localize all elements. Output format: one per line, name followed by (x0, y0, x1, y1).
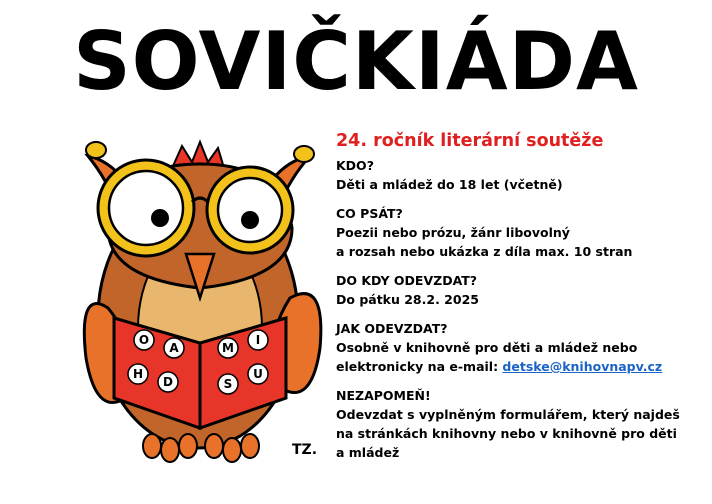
book-letter: A (169, 341, 179, 355)
section-text: Děti a mládež do 18 let (včetně) (336, 177, 563, 192)
section-how (336, 319, 706, 376)
headline: 24. ročník literární soutěže (336, 131, 604, 151)
section-label: DO KDY ODEVZDAT? (336, 273, 478, 288)
contact-prefix: elektronicky na e-mail: (336, 359, 503, 374)
contest-info (336, 128, 706, 472)
owl-illustration (78, 128, 328, 468)
book-letter: O (138, 333, 150, 347)
section-text: a mládež (336, 445, 400, 460)
section-who (336, 156, 706, 194)
book-letter: M (222, 341, 234, 355)
section-deadline (336, 271, 706, 309)
section-label: NEZAPOMEŇ! (336, 388, 431, 403)
section-text: a rozsah nebo ukázka z díla max. 10 stran (336, 244, 633, 259)
contact-line (336, 357, 706, 376)
artist-signature: TZ. (292, 442, 318, 458)
book-letter: U (253, 367, 263, 381)
section-reminder (336, 386, 706, 462)
section-text: na stránkách knihovny nebo v knihovně pro děti (336, 426, 677, 441)
book-letter: I (255, 333, 261, 347)
book-letter: S (223, 377, 233, 391)
book-letter: H (132, 367, 144, 381)
section-text: Do pátku 28.2. 2025 (336, 292, 479, 307)
section-label: KDO? (336, 158, 374, 173)
email-link[interactable]: detske@knihovnapv.cz (502, 359, 663, 374)
section-text: Osobně v knihovně pro děti a mládež nebo (336, 340, 638, 355)
section-text: Odevzdat s vyplněným formulářem, který najdeš (336, 407, 680, 422)
section-label: CO PSÁT? (336, 206, 403, 221)
section-what (336, 204, 706, 261)
section-label: JAK ODEVZDAT? (336, 321, 448, 336)
page-title: SOVIČKIÁDA (73, 15, 639, 108)
section-text: Poezii nebo prózu, žánr libovolný (336, 225, 570, 240)
book-letter: D (163, 375, 173, 389)
